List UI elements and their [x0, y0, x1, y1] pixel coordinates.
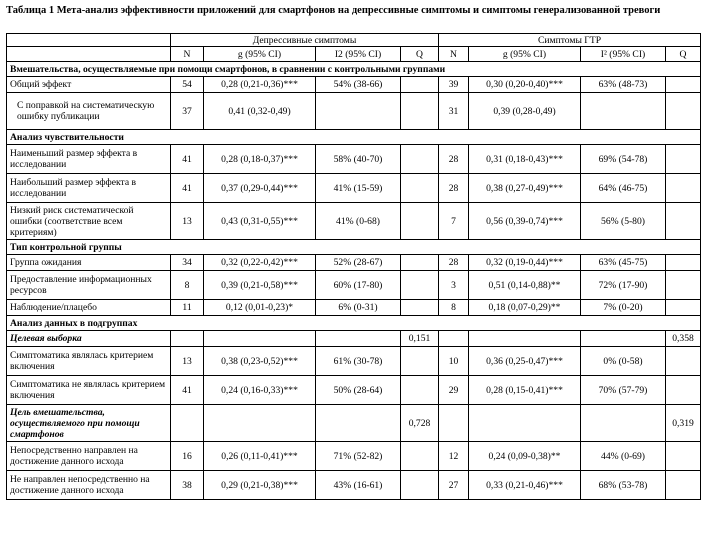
cell-n-gad: 29: [439, 376, 469, 405]
cell-g-dep: 0,28 (0,18-0,37)***: [204, 145, 316, 174]
cell-g-gad: 0,24 (0,09-0,38)**: [469, 442, 581, 471]
header-n: N: [439, 47, 469, 62]
cell-q-gad: [666, 271, 701, 300]
cell-i2-gad: 64% (46-75): [581, 174, 666, 203]
cell-g-gad: 0,51 (0,14-0,88)**: [469, 271, 581, 300]
cell-n-gad: [439, 405, 469, 442]
header-empty: [7, 34, 171, 47]
column-header-row: [7, 47, 701, 62]
cell-q-gad: [666, 174, 701, 203]
section-label: Анализ данных в подгруппах: [7, 316, 701, 331]
table-row: [7, 442, 701, 471]
cell-i2-dep: 50% (28-64): [316, 376, 401, 405]
row-label: Симптоматика не являлась критерием включения: [7, 376, 171, 405]
header-depressive: Депрессивные симптомы: [171, 34, 439, 47]
cell-i2-gad: 7% (0-20): [581, 300, 666, 316]
section-row: [7, 130, 701, 145]
cell-q-gad: 0,319: [666, 405, 701, 442]
cell-q-dep: [401, 77, 439, 93]
row-label: С поправкой на систематическую ошибку публикации: [7, 93, 171, 130]
cell-i2-dep: 41% (0-68): [316, 203, 401, 240]
cell-i2-dep: 60% (17-80): [316, 271, 401, 300]
cell-q-dep: [401, 376, 439, 405]
row-label: Низкий риск систематической ошибки (соответствие всем критериям): [7, 203, 171, 240]
cell-n-gad: 28: [439, 145, 469, 174]
cell-i2-gad: 56% (5-80): [581, 203, 666, 240]
table-row: [7, 347, 701, 376]
cell-i2-gad: 63% (45-75): [581, 255, 666, 271]
table-row: [7, 405, 701, 442]
table-row: [7, 271, 701, 300]
cell-g-dep: 0,38 (0,23-0,52)***: [204, 347, 316, 376]
cell-g-gad: [469, 331, 581, 347]
cell-i2-gad: 63% (48-73): [581, 77, 666, 93]
cell-q-gad: 0,358: [666, 331, 701, 347]
cell-q-dep: [401, 203, 439, 240]
cell-g-gad: 0,39 (0,28-0,49): [469, 93, 581, 130]
cell-q-dep: [401, 271, 439, 300]
cell-q-dep: [401, 300, 439, 316]
header-q: Q: [401, 47, 439, 62]
cell-n-gad: [439, 331, 469, 347]
cell-n-gad: 10: [439, 347, 469, 376]
cell-n-gad: 7: [439, 203, 469, 240]
cell-g-dep: 0,43 (0,31-0,55)***: [204, 203, 316, 240]
cell-n-gad: 3: [439, 271, 469, 300]
cell-g-gad: 0,30 (0,20-0,40)***: [469, 77, 581, 93]
row-label: Симптоматика являлась критерием включения: [7, 347, 171, 376]
cell-q-dep: 0,151: [401, 331, 439, 347]
cell-q-gad: [666, 442, 701, 471]
cell-i2-gad: [581, 405, 666, 442]
table-row: [7, 77, 701, 93]
cell-q-dep: [401, 255, 439, 271]
cell-g-gad: 0,56 (0,39-0,74)***: [469, 203, 581, 240]
table-row: [7, 174, 701, 203]
cell-n-dep: 16: [171, 442, 204, 471]
cell-i2-dep: [316, 405, 401, 442]
table-row: [7, 331, 701, 347]
cell-n-dep: 41: [171, 145, 204, 174]
section-row: [7, 316, 701, 331]
cell-g-dep: 0,29 (0,21-0,38)***: [204, 471, 316, 500]
cell-g-gad: 0,31 (0,18-0,43)***: [469, 145, 581, 174]
cell-n-gad: 27: [439, 471, 469, 500]
cell-i2-gad: 44% (0-69): [581, 442, 666, 471]
cell-i2-dep: 41% (15-59): [316, 174, 401, 203]
cell-q-gad: [666, 376, 701, 405]
cell-i2-dep: 54% (38-66): [316, 77, 401, 93]
cell-i2-dep: 52% (28-67): [316, 255, 401, 271]
cell-n-gad: 28: [439, 255, 469, 271]
cell-i2-gad: 70% (57-79): [581, 376, 666, 405]
cell-i2-gad: 69% (54-78): [581, 145, 666, 174]
cell-n-gad: 8: [439, 300, 469, 316]
header-n: N: [171, 47, 204, 62]
row-label: Общий эффект: [7, 77, 171, 93]
cell-q-gad: [666, 145, 701, 174]
header-g: g (95% CI): [204, 47, 316, 62]
cell-q-gad: [666, 471, 701, 500]
cell-n-dep: 34: [171, 255, 204, 271]
cell-g-gad: 0,36 (0,25-0,47)***: [469, 347, 581, 376]
header-i2: I2 (95% CI): [316, 47, 401, 62]
cell-q-dep: [401, 174, 439, 203]
cell-q-gad: [666, 77, 701, 93]
cell-i2-dep: [316, 93, 401, 130]
cell-g-dep: [204, 331, 316, 347]
cell-q-gad: [666, 255, 701, 271]
cell-g-gad: 0,32 (0,19-0,44)***: [469, 255, 581, 271]
cell-i2-dep: 43% (16-61): [316, 471, 401, 500]
cell-q-gad: [666, 347, 701, 376]
table-row: [7, 145, 701, 174]
cell-q-dep: 0,728: [401, 405, 439, 442]
cell-i2-gad: 0% (0-58): [581, 347, 666, 376]
section-label: Анализ чувствительности: [7, 130, 701, 145]
cell-q-dep: [401, 347, 439, 376]
cell-i2-dep: 58% (40-70): [316, 145, 401, 174]
section-row: [7, 240, 701, 255]
cell-g-dep: 0,41 (0,32-0,49): [204, 93, 316, 130]
cell-g-gad: 0,38 (0,27-0,49)***: [469, 174, 581, 203]
cell-i2-dep: [316, 331, 401, 347]
cell-q-gad: [666, 300, 701, 316]
cell-n-dep: 41: [171, 174, 204, 203]
cell-n-dep: 54: [171, 77, 204, 93]
cell-g-dep: 0,24 (0,16-0,33)***: [204, 376, 316, 405]
header-i2: I² (95% CI): [581, 47, 666, 62]
cell-i2-gad: [581, 331, 666, 347]
meta-analysis-table: [6, 33, 701, 500]
row-label: Наблюдение/плацебо: [7, 300, 171, 316]
cell-g-dep: [204, 405, 316, 442]
cell-n-dep: 13: [171, 347, 204, 376]
header-empty: [7, 47, 171, 62]
section-label: Тип контрольной группы: [7, 240, 701, 255]
cell-g-gad: 0,18 (0,07-0,29)**: [469, 300, 581, 316]
row-label: Непосредственно направлен на достижение данного исхода: [7, 442, 171, 471]
table-title: Таблица 1 Мета-анализ эффективности приложений для смартфонов на депрессивные симптомы и симптомы генерализованной тревоги: [6, 5, 661, 16]
cell-n-gad: 31: [439, 93, 469, 130]
cell-i2-gad: [581, 93, 666, 130]
cell-g-dep: 0,26 (0,11-0,41)***: [204, 442, 316, 471]
section-label: Вмешательства, осуществляемые при помощи смартфонов, в сравнении с контрольными группами: [7, 62, 701, 77]
row-label: Наименьший размер эффекта в исследовании: [7, 145, 171, 174]
cell-n-dep: [171, 405, 204, 442]
cell-i2-gad: 68% (53-78): [581, 471, 666, 500]
cell-g-dep: 0,39 (0,21-0,58)***: [204, 271, 316, 300]
row-label: Наибольший размер эффекта в исследовании: [7, 174, 171, 203]
cell-i2-gad: 72% (17-90): [581, 271, 666, 300]
header-q: Q: [666, 47, 701, 62]
table-row: [7, 471, 701, 500]
cell-q-dep: [401, 145, 439, 174]
cell-i2-dep: 6% (0-31): [316, 300, 401, 316]
cell-g-dep: 0,37 (0,29-0,44)***: [204, 174, 316, 203]
row-label: Цель вмешательства, осуществляемого при помощи смартфонов: [7, 405, 171, 442]
cell-n-dep: [171, 331, 204, 347]
table-row: [7, 376, 701, 405]
cell-q-gad: [666, 203, 701, 240]
row-label: Предоставление информационных ресурсов: [7, 271, 171, 300]
cell-g-dep: 0,28 (0,21-0,36)***: [204, 77, 316, 93]
table-row: [7, 93, 701, 130]
row-label: Целевая выборка: [7, 331, 171, 347]
table-row: [7, 203, 701, 240]
cell-i2-dep: 71% (52-82): [316, 442, 401, 471]
cell-g-gad: 0,33 (0,21-0,46)***: [469, 471, 581, 500]
group-header-row: [7, 34, 701, 47]
cell-n-dep: 41: [171, 376, 204, 405]
header-gad: Симптомы ГТР: [439, 34, 701, 47]
cell-g-dep: 0,12 (0,01-0,23)*: [204, 300, 316, 316]
cell-q-gad: [666, 93, 701, 130]
cell-g-dep: 0,32 (0,22-0,42)***: [204, 255, 316, 271]
cell-n-gad: 12: [439, 442, 469, 471]
cell-n-dep: 38: [171, 471, 204, 500]
cell-i2-dep: 61% (30-78): [316, 347, 401, 376]
row-label: Не направлен непосредственно на достижение данного исхода: [7, 471, 171, 500]
cell-n-dep: 11: [171, 300, 204, 316]
cell-q-dep: [401, 471, 439, 500]
cell-n-dep: 37: [171, 93, 204, 130]
cell-g-gad: 0,28 (0,15-0,41)***: [469, 376, 581, 405]
cell-n-dep: 8: [171, 271, 204, 300]
cell-n-gad: 39: [439, 77, 469, 93]
table-row: [7, 255, 701, 271]
row-label: Группа ожидания: [7, 255, 171, 271]
section-row: [7, 62, 701, 77]
cell-n-gad: 28: [439, 174, 469, 203]
header-g: g (95% CI): [469, 47, 581, 62]
table-row: [7, 300, 701, 316]
cell-q-dep: [401, 93, 439, 130]
cell-n-dep: 13: [171, 203, 204, 240]
cell-g-gad: [469, 405, 581, 442]
cell-q-dep: [401, 442, 439, 471]
